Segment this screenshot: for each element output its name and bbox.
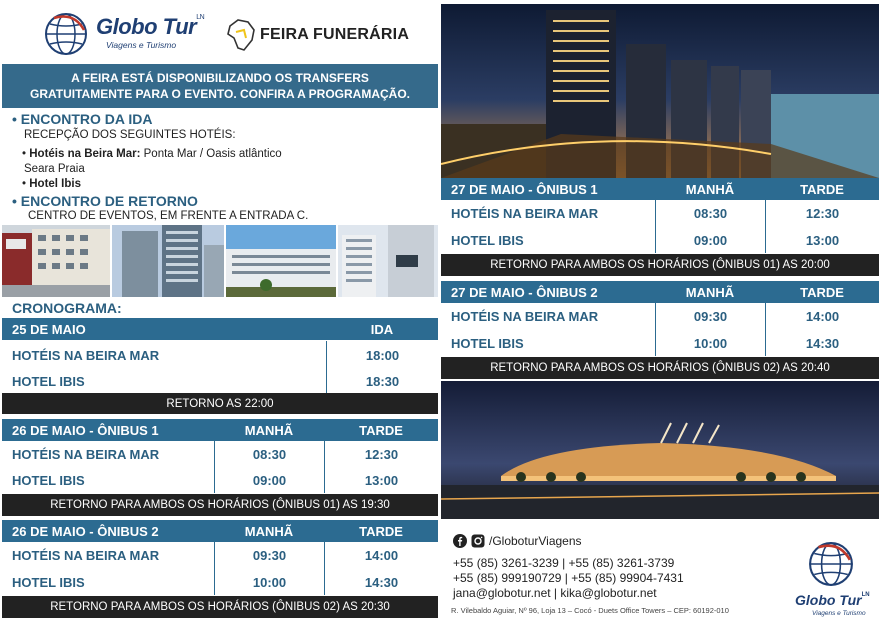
day25-col-ida: IDA [370,321,394,337]
encontro-ida-title: • ENCONTRO DA IDA [12,111,153,127]
row-label: HOTÉIS NA BEIRA MAR [12,548,160,563]
brand-tagline: Viagens e Turismo [106,40,177,50]
banner-line-2: GRATUITAMENTE PARA O EVENTO. CONFIRA A PROGRAMAÇÃO. [30,87,410,101]
col-manha: MANHÃ [244,523,294,539]
facebook-icon[interactable] [453,534,467,548]
globe-logo-icon [44,12,88,56]
event-logo-text: FEIRA FUNERÁRIA [260,26,410,43]
hotel-list-beira-mar: • Hotéis na Beira Mar: Ponta Mar / Oasis atlântico [22,148,282,160]
hotel-oasis-photo [226,225,336,297]
day27-bus2-title: 27 DE MAIO - ÔNIBUS 2 [451,284,598,300]
transfer-banner [2,64,438,108]
day26-bus1-footer: RETORNO PARA AMBOS OS HORÁRIOS (ÔNIBUS 01) AS 19:30 [2,494,438,516]
table-row [441,200,879,228]
day27-bus1-header [441,178,879,200]
table-row [2,369,438,394]
col-tarde: TARDE [359,422,403,438]
table-row [441,330,879,356]
row-afternoon: 12:30 [324,441,438,468]
col-tarde: TARDE [359,523,403,539]
row-label: HOTEL IBIS [451,232,524,248]
address: R. Vilebaldo Aguiar, Nº 96, Loja 13 – Cocó - Duets Office Towers – CEP: 60192-010 [451,606,729,615]
row-afternoon: 14:00 [765,303,879,330]
row-afternoon: 14:00 [324,542,438,569]
day26-bus2-footer: RETORNO PARA AMBOS OS HORÁRIOS (ÔNIBUS 02) AS 20:30 [2,596,438,618]
encontro-retorno-title: • ENCONTRO DE RETORNO [12,193,198,209]
hotel-list-seara: Seara Praia [24,163,85,175]
table-row [2,468,438,493]
table-row [2,542,438,570]
row-afternoon: 14:30 [324,569,438,595]
row-label: HOTÉIS NA BEIRA MAR [451,206,599,221]
day25-footer: RETORNO AS 22:00 [2,393,438,414]
day27-bus1-title: 27 DE MAIO - ÔNIBUS 1 [451,181,598,197]
city-night-photo [441,4,879,178]
row-morning: 09:30 [655,303,765,330]
row-label: HOTÉIS NA BEIRA MAR [12,347,160,363]
footer-brand-suffix: LN [861,592,870,598]
table-row [441,227,879,253]
phone-line-2: +55 (85) 999190729 | +55 (85) 99904-7431 [453,571,684,585]
day26-bus2-header [2,520,438,542]
col-manha: MANHÃ [685,181,735,197]
hotel-seara-photo [338,225,438,297]
row-label: HOTEL IBIS [12,574,85,590]
row-afternoon: 13:00 [324,468,438,493]
col-manha: MANHÃ [685,284,735,300]
day26-bus2-title: 26 DE MAIO - ÔNIBUS 2 [12,523,159,539]
hotel-ibis-photo [2,225,110,297]
day26-bus1-header [2,419,438,441]
row-afternoon: 12:30 [765,200,879,227]
row-label: HOTEL IBIS [451,335,524,351]
footer-brand-tagline: Viagens e Turismo [812,610,866,617]
hotel-beira-mar-photo [112,225,224,297]
col-tarde: TARDE [800,181,844,197]
hotel-list-ibis: • Hotel Ibis [22,178,81,190]
brand-suffix: LN [196,14,205,21]
banner-line-1: A FEIRA ESTÁ DISPONIBILIZANDO OS TRANSFERS [71,71,369,85]
email-line[interactable]: jana@globotur.net | kika@globotur.net [453,586,657,600]
row-time: 18:30 [326,369,438,394]
row-morning: 09:00 [655,227,765,253]
social-row [453,534,582,548]
row-morning: 10:00 [655,330,765,356]
col-tarde: TARDE [800,284,844,300]
row-morning: 09:00 [214,468,324,493]
day25-title: 25 DE MAIO [12,321,86,337]
row-afternoon: 13:00 [765,227,879,253]
brand-name: Globo Tur$^{LN}$ [96,14,205,39]
day27-bus2-footer: RETORNO PARA AMBOS OS HORÁRIOS (ÔNIBUS 02) AS 20:40 [441,357,879,379]
event-center-photo [441,381,879,519]
cronograma-title: CRONOGRAMA: [12,300,122,316]
row-morning: 08:30 [655,200,765,227]
col-manha: MANHÃ [244,422,294,438]
table-row [2,569,438,595]
table-row [441,303,879,331]
day27-bus2-header [441,281,879,303]
table-row [2,441,438,469]
footer-brand-name: Globo Tur$^{LN}$ [795,592,870,608]
row-label: HOTEL IBIS [12,374,85,389]
table-row [2,341,438,370]
row-afternoon: 14:30 [765,330,879,356]
row-label: HOTEL IBIS [12,473,85,488]
day25-header [2,318,438,340]
row-time: 18:00 [326,341,438,369]
event-logo [226,18,409,52]
social-handle[interactable]: /GloboturViagens [489,534,582,548]
encontro-retorno-subtitle: CENTRO DE EVENTOS, EM FRENTE A ENTRADA C. [28,210,309,222]
day26-bus1-title: 26 DE MAIO - ÔNIBUS 1 [12,422,159,438]
row-morning: 10:00 [214,569,324,595]
instagram-icon[interactable] [471,534,485,548]
row-morning: 09:30 [214,542,324,569]
phone-line-1: +55 (85) 3261-3239 | +55 (85) 3261-3739 [453,556,675,570]
encontro-ida-subtitle: RECEPÇÃO DOS SEGUINTES HOTÉIS: [24,129,236,141]
day27-bus1-footer: RETORNO PARA AMBOS OS HORÁRIOS (ÔNIBUS 01) AS 20:00 [441,254,879,276]
globe-logo-footer-icon [808,541,854,587]
row-label: HOTÉIS NA BEIRA MAR [12,447,160,462]
row-label: HOTÉIS NA BEIRA MAR [451,309,599,324]
row-morning: 08:30 [214,441,324,468]
brazil-map-icon [226,18,256,52]
